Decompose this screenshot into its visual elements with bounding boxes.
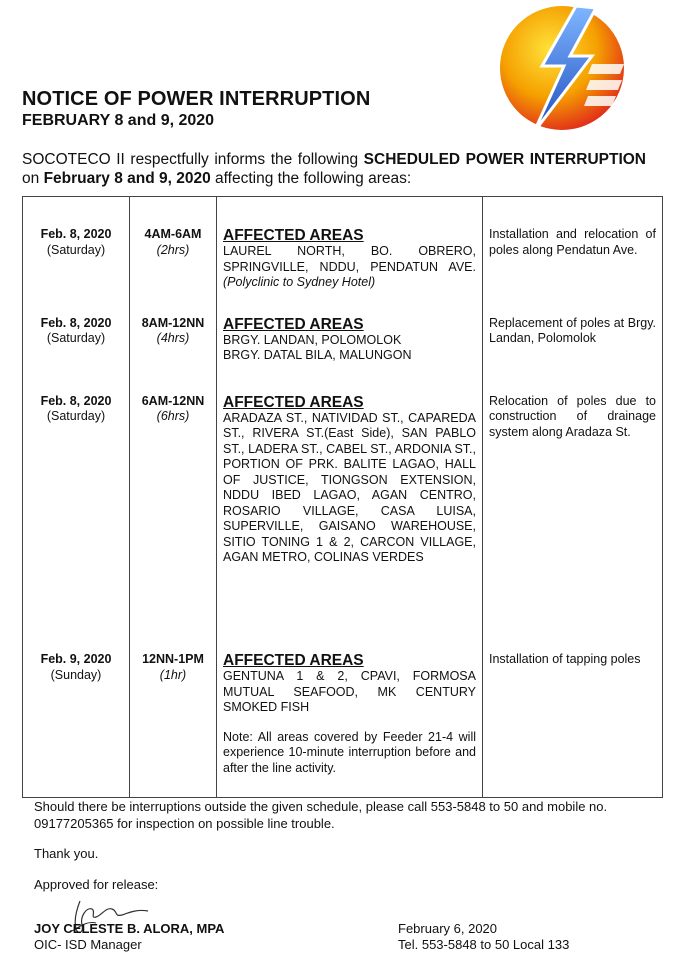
schedule-areas-cell (217, 620, 483, 797)
areas-header: AFFECTED AREAS (223, 227, 364, 244)
schedule-work-cell: Replacement of poles at Brgy. Landan, Polomolok (483, 294, 663, 374)
contact-paragraph: Should there be interruptions outside the given schedule, please call 553-5848 to 50 and mobile no. 09177205365 for inspection on possible line trouble. (34, 799, 608, 831)
areas-list: ARADAZA ST., NATIVIDAD ST., CAPAREDA ST., RIVERA ST.(East Side), SAN PABLO ST., LADERA ST., CABEL ST., ARDONIA ST., PORTION OF PRK. BALITE LAGAO, HALL OF JUSTICE, TIONGSON EXTENSION, NDDU IBED LAGAO, AGAN CENTRO, ROSARIO VILLAGE, CASA LUISA, SUPERVILLE, GAISANO WAREHOUSE, SITIO TONING 1 & 2, CARCON VILLAGE, AGAN METRO, COLINAS VERDES (223, 410, 476, 565)
areas-note: Note: All areas covered by Feeder 21-4 will experience 10-minute interruption before and after the line activity. (223, 729, 476, 775)
notice-date: February 6, 2020 (398, 921, 498, 936)
thank-you-text: Thank you. (34, 846, 99, 861)
intro-text: SOCOTECO II respectfully informs the following (22, 151, 364, 168)
schedule-date: Feb. 8, 2020 (40, 393, 112, 408)
signatory-title: OIC- ISD Manager (34, 937, 142, 952)
areas-header: AFFECTED AREAS (223, 315, 364, 333)
schedule-work-cell: Relocation of poles due to construction of drainage system along Aradaza St. (483, 374, 663, 621)
schedule-duration: (2hrs) (156, 242, 190, 257)
schedule-areas-cell (217, 374, 483, 621)
areas-line: BRGY. DATAL BILA, MALUNGON (223, 348, 412, 363)
areas-detail: (Polyclinic to Sydney Hotel) (223, 275, 376, 289)
schedule-areas-cell (217, 197, 483, 294)
areas-line: BRGY. LANDAN, POLOMOLOK (223, 332, 402, 347)
schedule-date-cell (23, 374, 130, 621)
areas-text: LAUREL NORTH, BO. OBRERO, SPRINGVILLE, NDDU, PENDATUN AVE. (223, 244, 476, 274)
schedule-time-cell (130, 197, 217, 294)
schedule-time-cell (130, 294, 217, 374)
table-row (23, 620, 663, 797)
schedule-day: (Saturday) (46, 409, 106, 424)
contact-telephone: Tel. 553-5848 to 50 Local 133 (398, 937, 570, 952)
schedule-time: 6AM-12NN (141, 393, 205, 408)
schedule-date-cell (23, 620, 130, 797)
areas-header: AFFECTED AREAS (223, 393, 364, 411)
schedule-day: (Sunday) (50, 667, 102, 682)
schedule-areas-cell (217, 294, 483, 374)
page-subtitle: FEBRUARY 8 and 9, 2020 (22, 112, 215, 129)
intro-text: on (22, 170, 44, 187)
areas-list (223, 244, 476, 291)
lightning-bolt-logo-icon (494, 4, 632, 136)
schedule-day: (Saturday) (46, 331, 106, 346)
intro-bold-dates: February 8 and 9, 2020 (43, 170, 211, 187)
intro-text: affecting the following areas: (210, 170, 412, 187)
schedule-time-cell (130, 374, 217, 621)
schedule-duration: (6hrs) (156, 409, 190, 424)
schedule-table (22, 196, 663, 798)
schedule-time: 4AM-6AM (144, 227, 202, 241)
page-title: NOTICE OF POWER INTERRUPTION (22, 88, 371, 110)
schedule-date-cell (23, 197, 130, 294)
schedule-work-cell: Installation of tapping poles (483, 620, 663, 797)
approved-label: Approved for release: (34, 877, 159, 892)
schedule-time: 12NN-1PM (142, 652, 204, 667)
schedule-date: Feb. 8, 2020 (40, 315, 112, 330)
schedule-date: Feb. 8, 2020 (40, 227, 112, 241)
schedule-duration: (1hr) (159, 667, 187, 682)
schedule-day: (Saturday) (46, 242, 106, 257)
schedule-time: 8AM-12NN (141, 315, 205, 330)
schedule-date: Feb. 9, 2020 (40, 652, 112, 667)
intro-paragraph (22, 150, 646, 188)
signatory-name: JOY CELESTE B. ALORA, MPA (34, 921, 225, 936)
schedule-date-cell (23, 294, 130, 374)
schedule-work-cell: Installation and relocation of poles along Pendatun Ave. (483, 197, 663, 294)
areas-header: AFFECTED AREAS (223, 652, 364, 670)
table-row (23, 197, 663, 294)
schedule-duration: (4hrs) (156, 331, 190, 346)
intro-bold-interruption: SCHEDULED POWER INTERRUPTION (363, 151, 647, 168)
table-row (23, 294, 663, 374)
table-row (23, 374, 663, 621)
schedule-time-cell (130, 620, 217, 797)
areas-list: GENTUNA 1 & 2, CPAVI, FORMOSA MUTUAL SEAFOOD, MK CENTURY SMOKED FISH (223, 669, 476, 715)
